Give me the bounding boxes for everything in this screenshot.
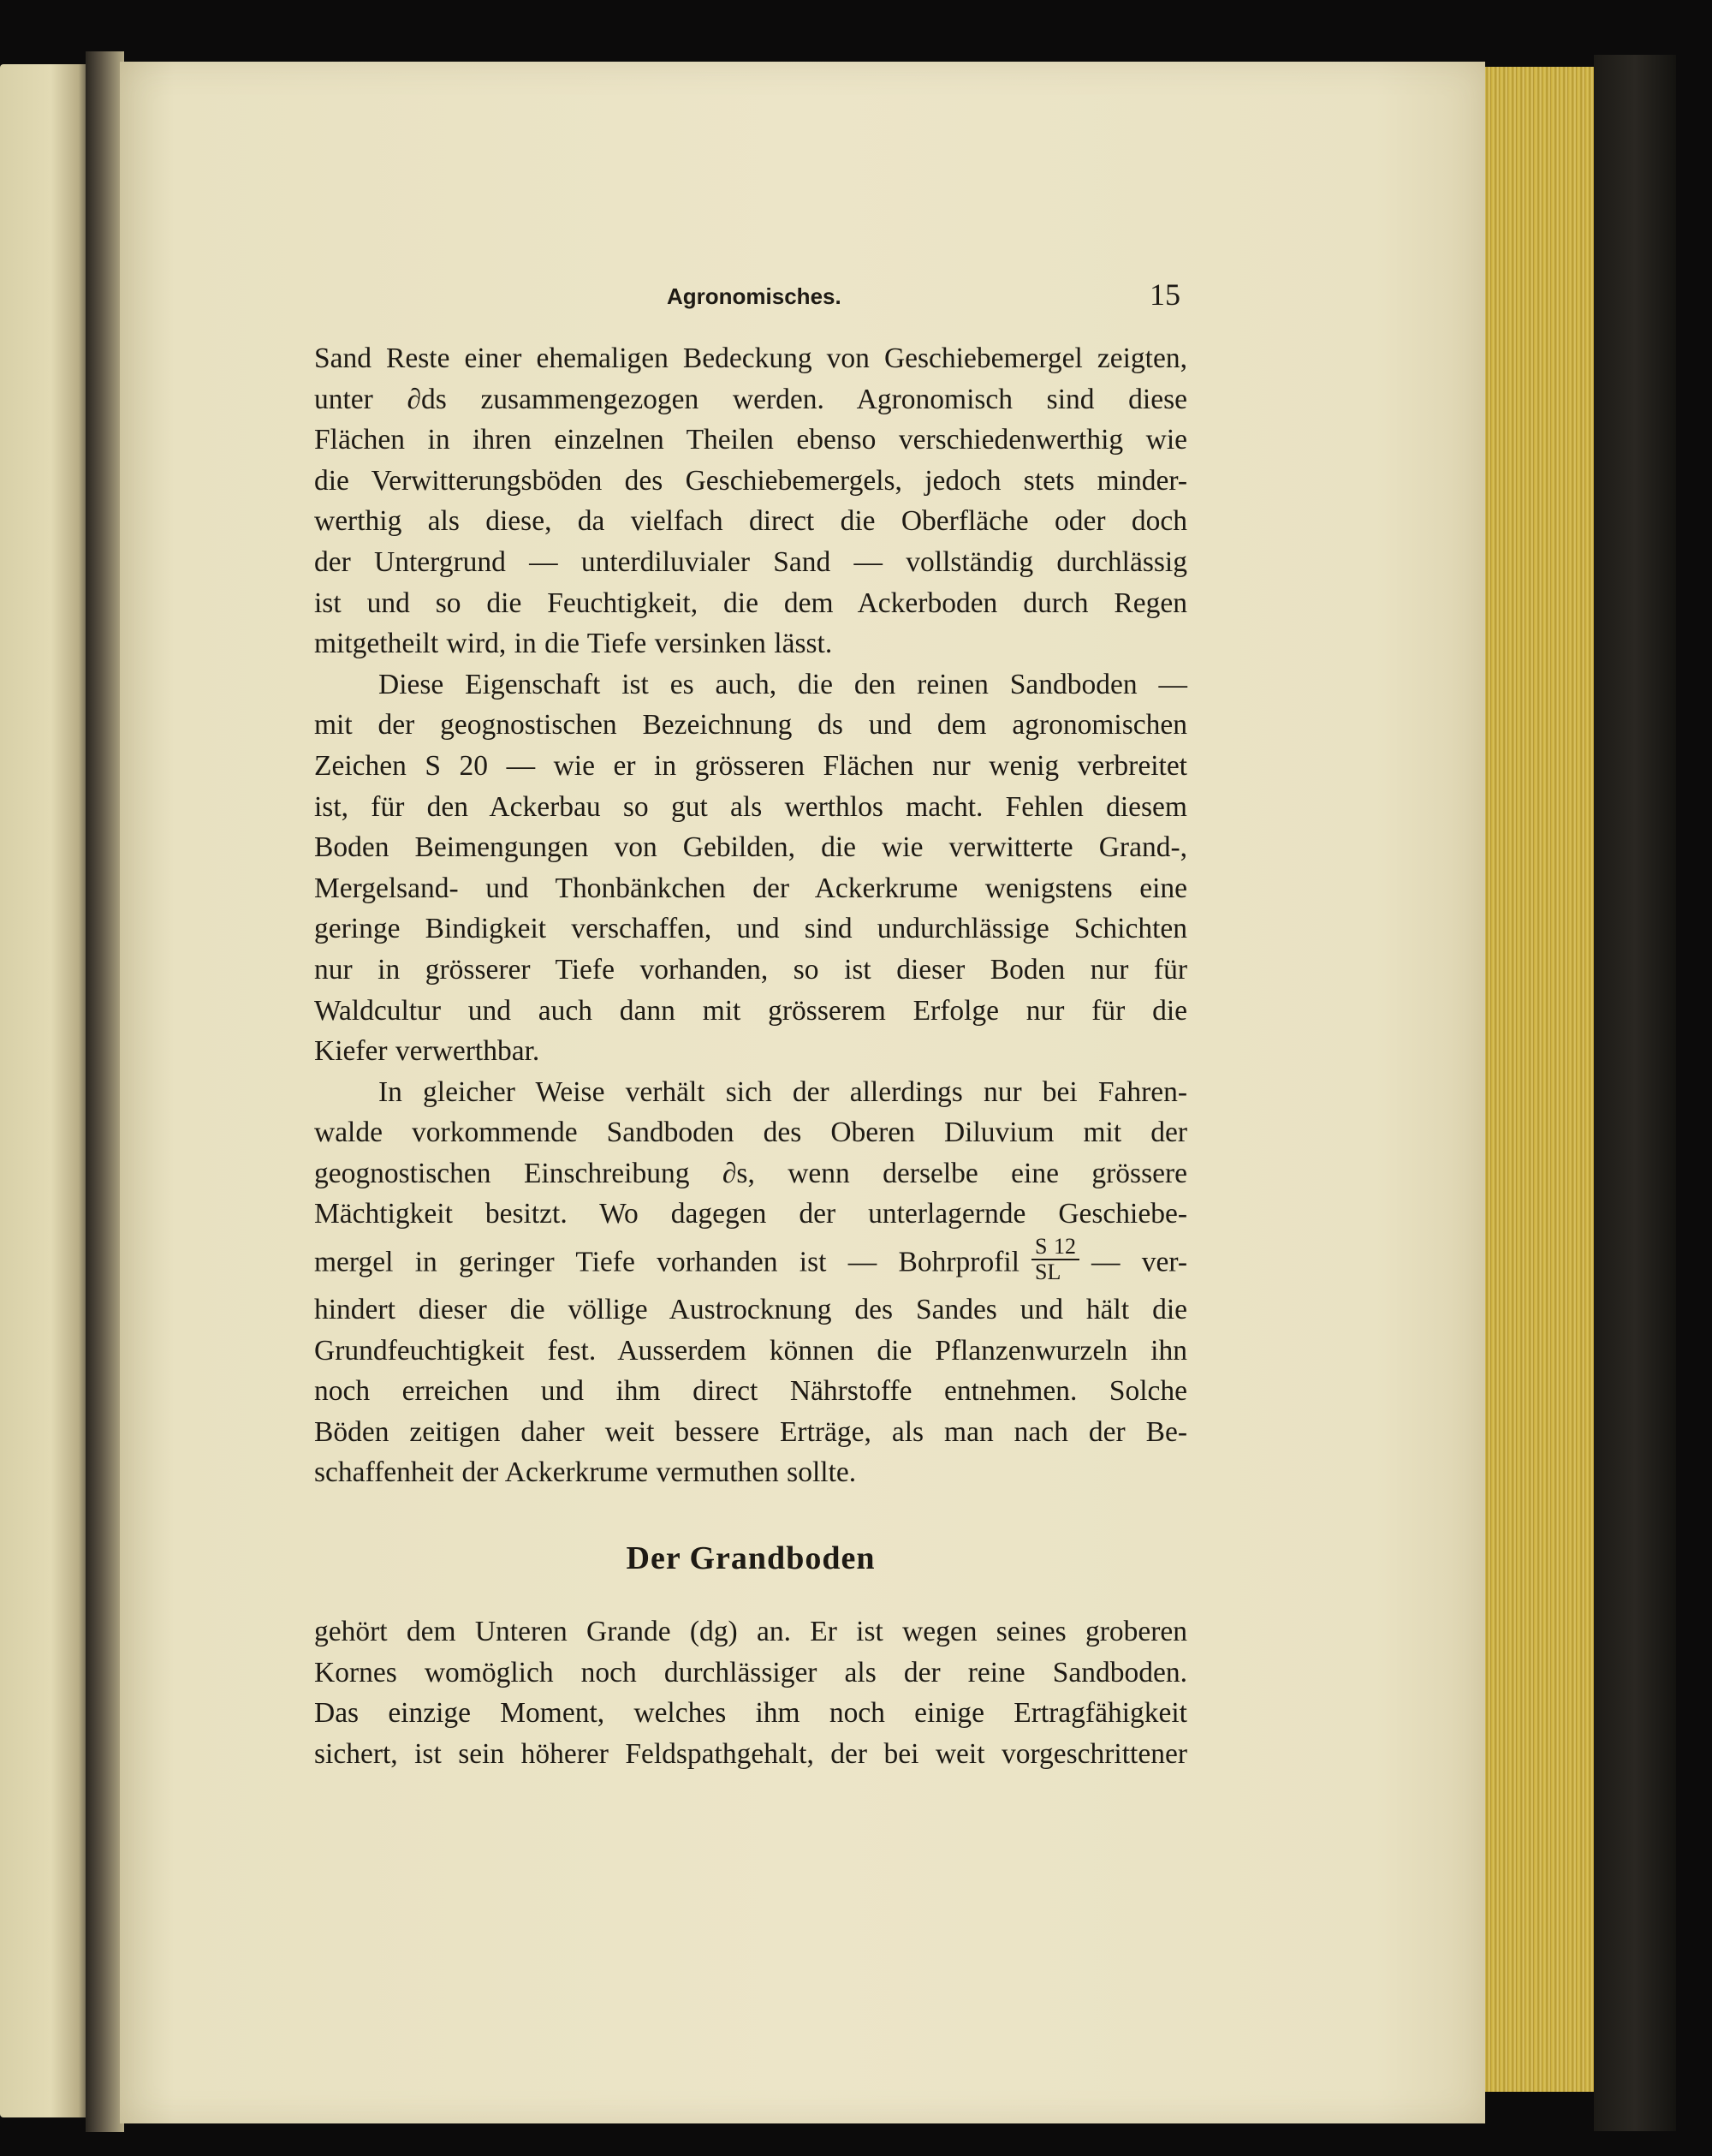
- running-header: [314, 277, 1187, 319]
- text-line: ist, für den Ackerbau so gut als werthlos macht. Fehlen diesem: [314, 790, 1187, 823]
- text-line: mitgetheilt wird, in die Tiefe versinken lässt.: [314, 628, 833, 660]
- text-line: Grundfeuchtigkeit fest. Ausserdem können die Pflanzenwurzeln ihn: [314, 1334, 1187, 1367]
- page-text: [314, 277, 1187, 1774]
- section-heading: Der Grandboden: [626, 1540, 876, 1577]
- text-line: hindert dieser die völlige Austrocknung des Sandes und hält die: [314, 1294, 1187, 1326]
- text-line: mit der geognostischen Bezeichnung ds und dem agronomischen: [314, 709, 1187, 741]
- paragraph-2: [314, 664, 1187, 1072]
- text-line: Kornes womöglich noch durchlässiger als der reine Sandboden.: [314, 1656, 1187, 1688]
- fraction-line-start: mergel in geringer Tiefe vorhanden ist — Bohrprofil: [314, 1246, 1019, 1278]
- text-line: Böden zeitigen daher weit bessere Erträge, als man nach der Be-: [314, 1415, 1187, 1448]
- text-line: geringe Bindigkeit verschaffen, und sind undurchlässige Schichten: [314, 913, 1187, 945]
- text-line: walde vorkommende Sandboden des Oberen Diluvium mit der: [314, 1117, 1187, 1149]
- text-line: noch erreichen und ihm direct Nährstoffe entnehmen. Solche: [314, 1375, 1187, 1408]
- text-line: Zeichen S 20 — wie er in grösseren Flächen nur wenig verbreitet: [314, 749, 1187, 782]
- section-paragraph: [314, 1611, 1187, 1774]
- fraction-line-end: — ver-: [1091, 1246, 1188, 1278]
- text-line: unter ∂ds zusammengezogen werden. Agronomisch sind diese: [314, 383, 1187, 415]
- paragraph-3: [314, 1072, 1187, 1493]
- text-line: der Untergrund — unterdiluvialer Sand — vollständig durchlässig: [314, 545, 1187, 578]
- text-line: In gleicher Weise verhält sich der allerdings nur bei Fahren-: [378, 1075, 1187, 1108]
- book-gutter: [86, 51, 124, 2132]
- text-line: Das einzige Moment, welches ihm noch einige Ertragfähigkeit: [314, 1697, 1187, 1730]
- text-line: sichert, ist sein höherer Feldspathgehalt, der bei weit vorgeschrittener: [314, 1737, 1187, 1770]
- text-line: Mächtigkeit besitzt. Wo dagegen der unterlagernde Geschiebe-: [314, 1198, 1187, 1230]
- text-line: Kiefer verwerthbar.: [314, 1035, 540, 1068]
- text-line: Waldcultur und auch dann mit grösserem Erfolge nur für die: [314, 994, 1187, 1027]
- page-number: 15: [1150, 277, 1180, 312]
- book-cover-edge: [1594, 55, 1676, 2131]
- text-line: geognostischen Einschreibung ∂s, wenn derselbe eine grössere: [314, 1157, 1187, 1189]
- text-line: ist und so die Feuchtigkeit, die dem Ackerboden durch Regen: [314, 587, 1187, 619]
- text-line: Mergelsand- und Thonbänkchen der Ackerkrume wenigstens eine: [314, 872, 1187, 904]
- text-line: schaffenheit der Ackerkrume vermuthen sollte.: [314, 1456, 857, 1489]
- text-line: Flächen in ihren einzelnen Theilen ebenso verschiedenwerthig wie: [314, 424, 1187, 456]
- running-title: Agronomisches.: [667, 283, 841, 309]
- left-facing-page: [0, 64, 92, 2117]
- page-edges: [1474, 67, 1608, 2092]
- fraction-numerator: S 12: [1031, 1235, 1079, 1260]
- text-line: Sand Reste einer ehemaligen Bedeckung von Geschiebemergel zeigten,: [314, 342, 1187, 374]
- text-line: die Verwitterungsböden des Geschiebemergels, jedoch stets minder-: [314, 464, 1187, 497]
- fraction-denominator: SL: [1034, 1260, 1061, 1285]
- text-line: werthig als diese, da vielfach direct die Oberfläche oder doch: [314, 505, 1187, 538]
- fraction-line: [314, 1234, 1188, 1289]
- bohrprofil-fraction: [1031, 1235, 1079, 1284]
- paragraph-1: [314, 338, 1187, 664]
- text-line: nur in grösserer Tiefe vorhanden, so ist dieser Boden nur für: [314, 953, 1187, 986]
- text-line: gehört dem Unteren Grande (dg) an. Er ist wegen seines groberen: [314, 1616, 1187, 1648]
- text-line: Diese Eigenschaft ist es auch, die den reinen Sandboden —: [378, 668, 1187, 700]
- text-line: Boden Beimengungen von Gebilden, die wie verwitterte Grand-,: [314, 831, 1187, 864]
